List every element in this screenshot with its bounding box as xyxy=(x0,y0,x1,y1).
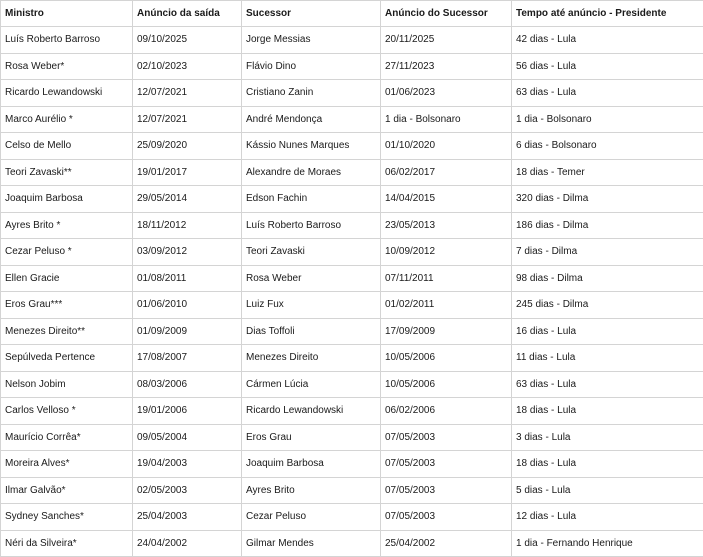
cell-minister: Teori Zavaski** xyxy=(1,159,133,186)
cell-minister: Nelson Jobim xyxy=(1,371,133,398)
cell-successor: Flávio Dino xyxy=(242,53,381,80)
cell-minister: Maurício Corrêa* xyxy=(1,424,133,451)
cell-minister: Rosa Weber* xyxy=(1,53,133,80)
cell-successor-date: 27/11/2023 xyxy=(381,53,512,80)
cell-minister: Eros Grau*** xyxy=(1,292,133,319)
cell-departure-date: 25/09/2020 xyxy=(133,133,242,160)
cell-minister: Sepúlveda Pertence xyxy=(1,345,133,372)
cell-successor: Luís Roberto Barroso xyxy=(242,212,381,239)
cell-successor-date: 07/05/2003 xyxy=(381,424,512,451)
table-row xyxy=(1,345,703,372)
cell-departure-date: 19/01/2006 xyxy=(133,398,242,425)
cell-successor-date: 20/11/2025 xyxy=(381,27,512,54)
header-minister: Ministro xyxy=(1,1,133,27)
cell-successor: Cármen Lúcia xyxy=(242,371,381,398)
cell-successor-date: 14/04/2015 xyxy=(381,186,512,213)
cell-successor-date: 1 dia - Bolsonaro xyxy=(381,106,512,133)
cell-time-president: 3 dias - Lula xyxy=(512,424,703,451)
cell-departure-date: 25/04/2003 xyxy=(133,504,242,531)
table-row xyxy=(1,504,703,531)
table-row xyxy=(1,106,703,133)
cell-successor-date: 25/04/2002 xyxy=(381,530,512,557)
cell-time-president: 11 dias - Lula xyxy=(512,345,703,372)
header-successor: Sucessor xyxy=(242,1,381,27)
cell-successor: Joaquim Barbosa xyxy=(242,451,381,478)
cell-time-president: 56 dias - Lula xyxy=(512,53,703,80)
table-row xyxy=(1,53,703,80)
table-row xyxy=(1,371,703,398)
cell-departure-date: 01/08/2011 xyxy=(133,265,242,292)
cell-successor: Kássio Nunes Marques xyxy=(242,133,381,160)
cell-time-president: 186 dias - Dilma xyxy=(512,212,703,239)
cell-successor: Luiz Fux xyxy=(242,292,381,319)
cell-departure-date: 09/05/2004 xyxy=(133,424,242,451)
cell-time-president: 320 dias - Dilma xyxy=(512,186,703,213)
cell-successor: André Mendonça xyxy=(242,106,381,133)
cell-minister: Celso de Mello xyxy=(1,133,133,160)
cell-time-president: 7 dias - Dilma xyxy=(512,239,703,266)
cell-successor: Ayres Brito xyxy=(242,477,381,504)
cell-successor: Teori Zavaski xyxy=(242,239,381,266)
cell-successor-date: 10/05/2006 xyxy=(381,345,512,372)
cell-departure-date: 09/10/2025 xyxy=(133,27,242,54)
cell-departure-date: 17/08/2007 xyxy=(133,345,242,372)
cell-successor-date: 01/10/2020 xyxy=(381,133,512,160)
cell-successor-date: 01/06/2023 xyxy=(381,80,512,107)
cell-minister: Néri da Silveira* xyxy=(1,530,133,557)
table-row xyxy=(1,477,703,504)
table-row xyxy=(1,239,703,266)
cell-departure-date: 03/09/2012 xyxy=(133,239,242,266)
table-row xyxy=(1,212,703,239)
cell-successor: Rosa Weber xyxy=(242,265,381,292)
cell-successor: Dias Toffoli xyxy=(242,318,381,345)
cell-successor-date: 10/05/2006 xyxy=(381,371,512,398)
cell-time-president: 6 dias - Bolsonaro xyxy=(512,133,703,160)
cell-departure-date: 19/04/2003 xyxy=(133,451,242,478)
header-departure-announcement: Anúncio da saída xyxy=(133,1,242,27)
cell-departure-date: 01/06/2010 xyxy=(133,292,242,319)
cell-departure-date: 19/01/2017 xyxy=(133,159,242,186)
cell-successor: Menezes Direito xyxy=(242,345,381,372)
cell-time-president: 1 dia - Fernando Henrique xyxy=(512,530,703,557)
cell-successor: Cristiano Zanin xyxy=(242,80,381,107)
cell-successor: Edson Fachin xyxy=(242,186,381,213)
cell-minister: Luís Roberto Barroso xyxy=(1,27,133,54)
table-row xyxy=(1,186,703,213)
cell-successor-date: 01/02/2011 xyxy=(381,292,512,319)
cell-minister: Sydney Sanches* xyxy=(1,504,133,531)
table-row xyxy=(1,530,703,557)
table-row xyxy=(1,159,703,186)
cell-successor: Alexandre de Moraes xyxy=(242,159,381,186)
table-row xyxy=(1,318,703,345)
cell-minister: Ellen Gracie xyxy=(1,265,133,292)
cell-successor: Jorge Messias xyxy=(242,27,381,54)
cell-time-president: 16 dias - Lula xyxy=(512,318,703,345)
cell-departure-date: 24/04/2002 xyxy=(133,530,242,557)
table-row xyxy=(1,265,703,292)
cell-departure-date: 12/07/2021 xyxy=(133,80,242,107)
cell-minister: Ricardo Lewandowski xyxy=(1,80,133,107)
table-row xyxy=(1,133,703,160)
header-successor-announcement: Anúncio do Sucessor xyxy=(381,1,512,27)
table-row xyxy=(1,292,703,319)
cell-successor: Eros Grau xyxy=(242,424,381,451)
table-row xyxy=(1,451,703,478)
cell-time-president: 18 dias - Lula xyxy=(512,398,703,425)
table-row xyxy=(1,80,703,107)
cell-successor-date: 07/05/2003 xyxy=(381,504,512,531)
cell-departure-date: 12/07/2021 xyxy=(133,106,242,133)
cell-time-president: 18 dias - Lula xyxy=(512,451,703,478)
cell-time-president: 63 dias - Lula xyxy=(512,80,703,107)
header-time-president: Tempo até anúncio - Presidente xyxy=(512,1,703,27)
cell-departure-date: 08/03/2006 xyxy=(133,371,242,398)
cell-departure-date: 02/10/2023 xyxy=(133,53,242,80)
cell-time-president: 63 dias - Lula xyxy=(512,371,703,398)
cell-departure-date: 29/05/2014 xyxy=(133,186,242,213)
cell-minister: Moreira Alves* xyxy=(1,451,133,478)
cell-successor-date: 23/05/2013 xyxy=(381,212,512,239)
cell-time-president: 18 dias - Temer xyxy=(512,159,703,186)
cell-successor: Gilmar Mendes xyxy=(242,530,381,557)
cell-minister: Carlos Velloso * xyxy=(1,398,133,425)
cell-successor-date: 07/05/2003 xyxy=(381,451,512,478)
cell-time-president: 42 dias - Lula xyxy=(512,27,703,54)
cell-minister: Ayres Brito * xyxy=(1,212,133,239)
cell-successor-date: 07/11/2011 xyxy=(381,265,512,292)
cell-departure-date: 02/05/2003 xyxy=(133,477,242,504)
cell-minister: Ilmar Galvão* xyxy=(1,477,133,504)
cell-successor-date: 17/09/2009 xyxy=(381,318,512,345)
cell-departure-date: 18/11/2012 xyxy=(133,212,242,239)
cell-time-president: 245 dias - Dilma xyxy=(512,292,703,319)
cell-time-president: 12 dias - Lula xyxy=(512,504,703,531)
cell-successor-date: 07/05/2003 xyxy=(381,477,512,504)
cell-minister: Joaquim Barbosa xyxy=(1,186,133,213)
cell-minister: Marco Aurélio * xyxy=(1,106,133,133)
table-row xyxy=(1,27,703,54)
cell-successor-date: 10/09/2012 xyxy=(381,239,512,266)
cell-successor-date: 06/02/2006 xyxy=(381,398,512,425)
cell-minister: Cezar Peluso * xyxy=(1,239,133,266)
table-row xyxy=(1,398,703,425)
cell-time-president: 98 dias - Dilma xyxy=(512,265,703,292)
cell-successor: Cezar Peluso xyxy=(242,504,381,531)
cell-successor-date: 06/02/2017 xyxy=(381,159,512,186)
cell-successor: Ricardo Lewandowski xyxy=(242,398,381,425)
header-row xyxy=(1,1,703,27)
cell-departure-date: 01/09/2009 xyxy=(133,318,242,345)
table-row xyxy=(1,424,703,451)
cell-time-president: 5 dias - Lula xyxy=(512,477,703,504)
table-header xyxy=(1,1,703,27)
table-body xyxy=(1,27,703,557)
cell-time-president: 1 dia - Bolsonaro xyxy=(512,106,703,133)
cell-minister: Menezes Direito** xyxy=(1,318,133,345)
